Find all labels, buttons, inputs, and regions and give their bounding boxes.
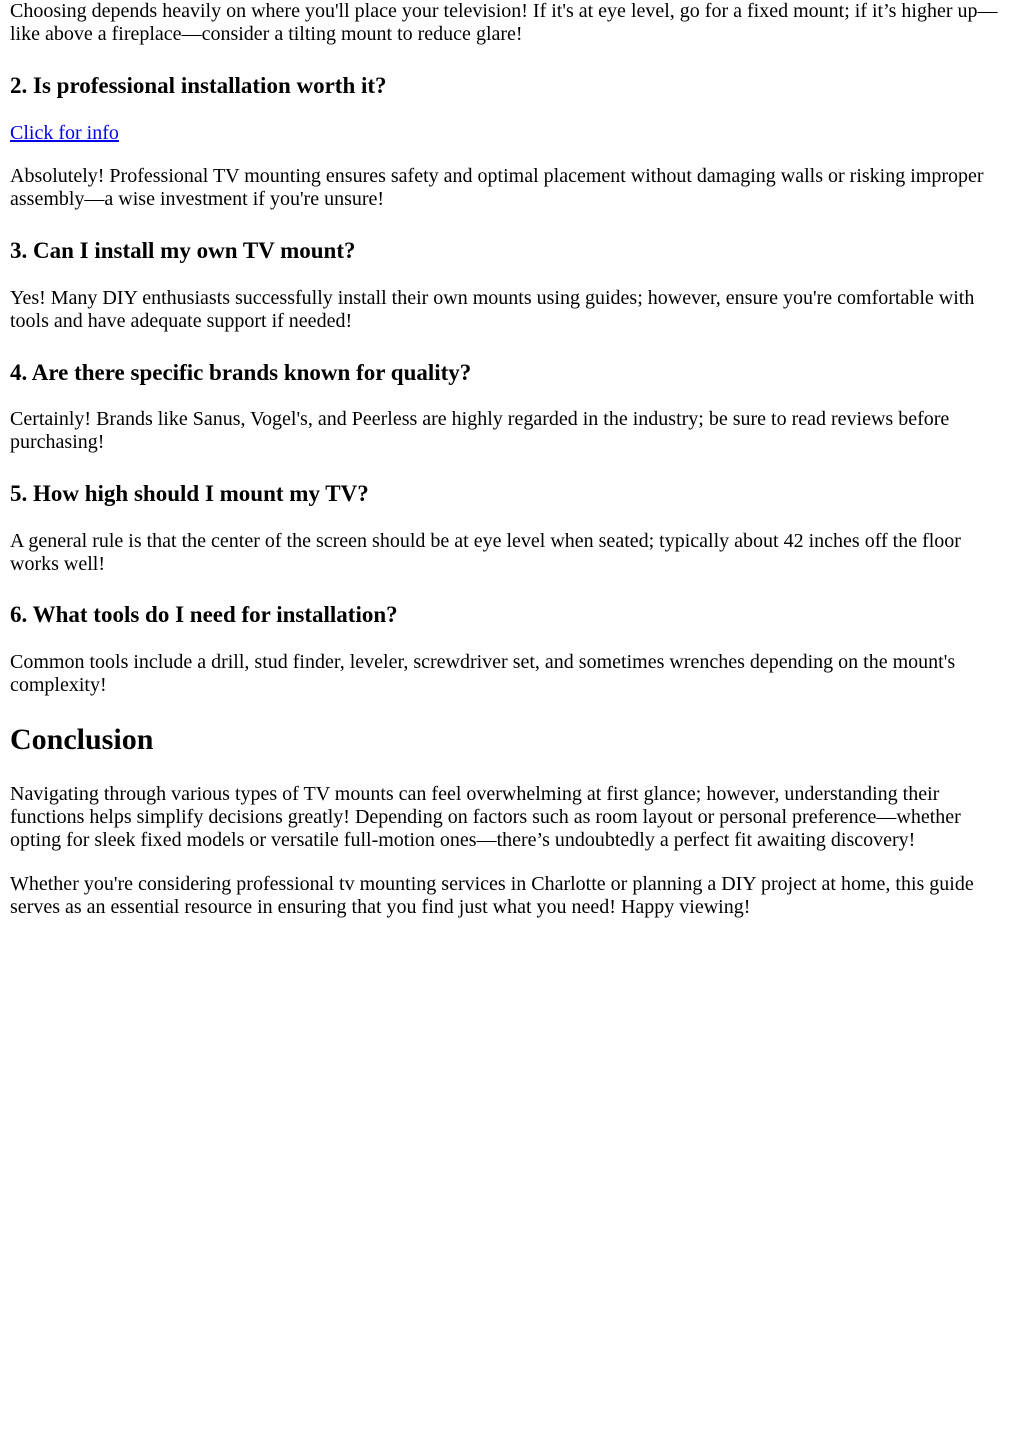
faq-question-4: 4. Are there specific brands known for quality? <box>10 360 472 385</box>
conclusion-paragraph-1: Navigating through various types of TV mounts can feel overwhelming at first glance; however, understanding their functions helps simplify decisions greatly! Depending on factors such as room layout or personal preference—whether opting for sleek fixed models or versatile full-motion ones—there’s undoubtedly a perfect fit awaiting discovery! <box>10 783 961 851</box>
intro-paragraph: Choosing depends heavily on where you'll place your television! If it's at eye level, go for a fixed mount; if it’s higher up—like above a fireplace—consider a tilting mount to reduce glare! <box>10 0 998 45</box>
faq-question-6: 6. What tools do I need for installation? <box>10 602 398 627</box>
conclusion-paragraph-2: Whether you're considering professional tv mounting services in Charlotte or planning a DIY project at home, this guide serves as an essential resource in ensuring that you find just what you need! Happy viewing! <box>10 873 974 918</box>
faq-question-2: 2. Is professional installation worth it? <box>10 73 387 98</box>
faq-answer-2: Absolutely! Professional TV mounting ensures safety and optimal placement without damaging walls or risking improper assembly—a wise investment if you're unsure! <box>10 165 984 210</box>
faq-answer-6: Common tools include a drill, stud finder, leveler, screwdriver set, and sometimes wrenches depending on the mount's complexity! <box>10 651 956 696</box>
faq-question-5: 5. How high should I mount my TV? <box>10 481 369 506</box>
article-page <box>10 0 1014 919</box>
conclusion-heading: Conclusion <box>10 723 154 756</box>
click-for-info-link[interactable]: Click for info <box>10 122 119 144</box>
info-link-paragraph <box>10 122 1014 145</box>
faq-answer-3: Yes! Many DIY enthusiasts successfully install their own mounts using guides; however, ensure you're comfortable with tools and have adequate support if needed! <box>10 287 975 332</box>
faq-answer-4: Certainly! Brands like Sanus, Vogel's, and Peerless are highly regarded in the industry; be sure to read reviews before purchasing! <box>10 408 950 453</box>
faq-answer-5: A general rule is that the center of the screen should be at eye level when seated; typically about 42 inches off the floor works well! <box>10 530 961 575</box>
faq-question-3: 3. Can I install my own TV mount? <box>10 238 356 263</box>
